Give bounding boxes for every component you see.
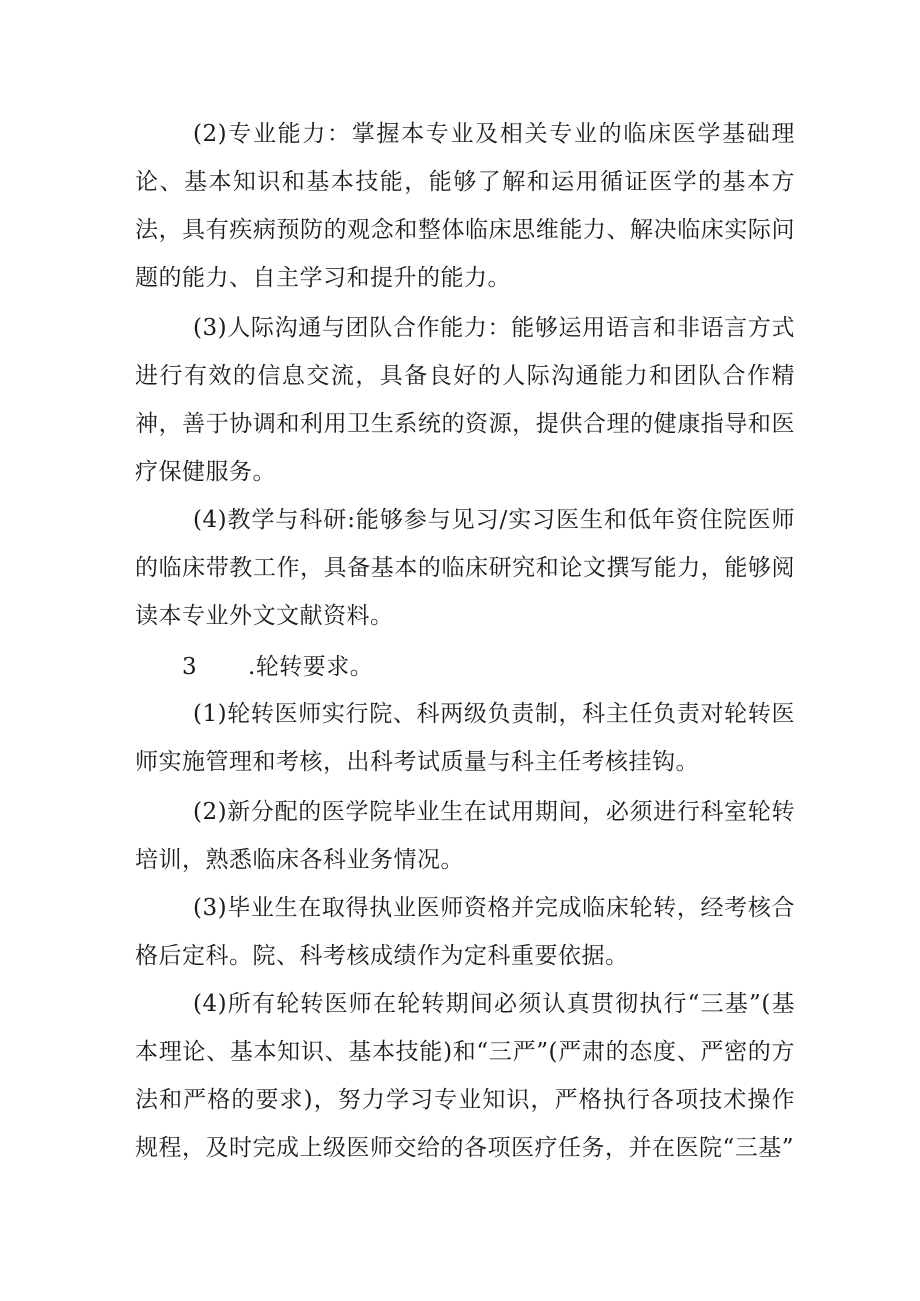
- paragraph-text: (2)新分配的医学院毕业生在试用期间，必须进行科室轮转培训，熟悉临床各科业务情况。: [135, 799, 795, 873]
- paragraph-text: (3)人际沟通与团队合作能力：能够运用语言和非语言方式进行有效的信息交流，具备良好的人际沟通能力和团队合作精神，善于协调和利用卫生系统的资源，提供合理的健康指导和医疗保健服务。: [135, 315, 795, 485]
- paragraph-professional-ability: [135, 110, 795, 302]
- paragraph-rotation-item-4: [135, 980, 795, 1172]
- paragraph-rotation-item-2: [135, 788, 795, 884]
- paragraph-rotation-item-3: [135, 884, 795, 980]
- section-number: 3: [182, 654, 198, 680]
- paragraph-communication-teamwork: [135, 304, 795, 496]
- paragraph-teaching-research: [135, 496, 795, 640]
- section-heading-rotation-requirements: [135, 643, 795, 691]
- paragraph-rotation-item-1: [135, 690, 795, 786]
- paragraph-text: (2)专业能力：掌握本专业及相关专业的临床医学基础理论、基本知识和基本技能，能够了解和运用循证医学的基本方法，具有疾病预防的观念和整体临床思维能力、解决临床实际问题的能力、自主学习和提升的能力。: [135, 121, 795, 291]
- section-heading-text: .轮转要求。: [248, 654, 374, 680]
- paragraph-text: (1)轮转医师实行院、科两级负责制，科主任负责对轮转医师实施管理和考核，出科考试质量与科主任考核挂钩。: [135, 701, 795, 775]
- paragraph-text: (3)毕业生在取得执业医师资格并完成临床轮转，经考核合格后定科。院、科考核成绩作为定科重要依据。: [135, 895, 795, 969]
- paragraph-text: (4)教学与科研:能够参与见习/实习医生和低年资住院医师的临床带教工作，具备基本的临床研究和论文撰写能力，能够阅读本专业外文文献资料。: [135, 507, 795, 629]
- paragraph-text: (4)所有轮转医师在轮转期间必须认真贯彻执行“三基”(基本理论、基本知识、基本技能)和“三严”(严肃的态度、严密的方法和严格的要求)，努力学习专业知识，严格执行各项技术操作规程，及时完成上级医师交给的各项医疗任务，并在医院“三基”: [135, 991, 795, 1161]
